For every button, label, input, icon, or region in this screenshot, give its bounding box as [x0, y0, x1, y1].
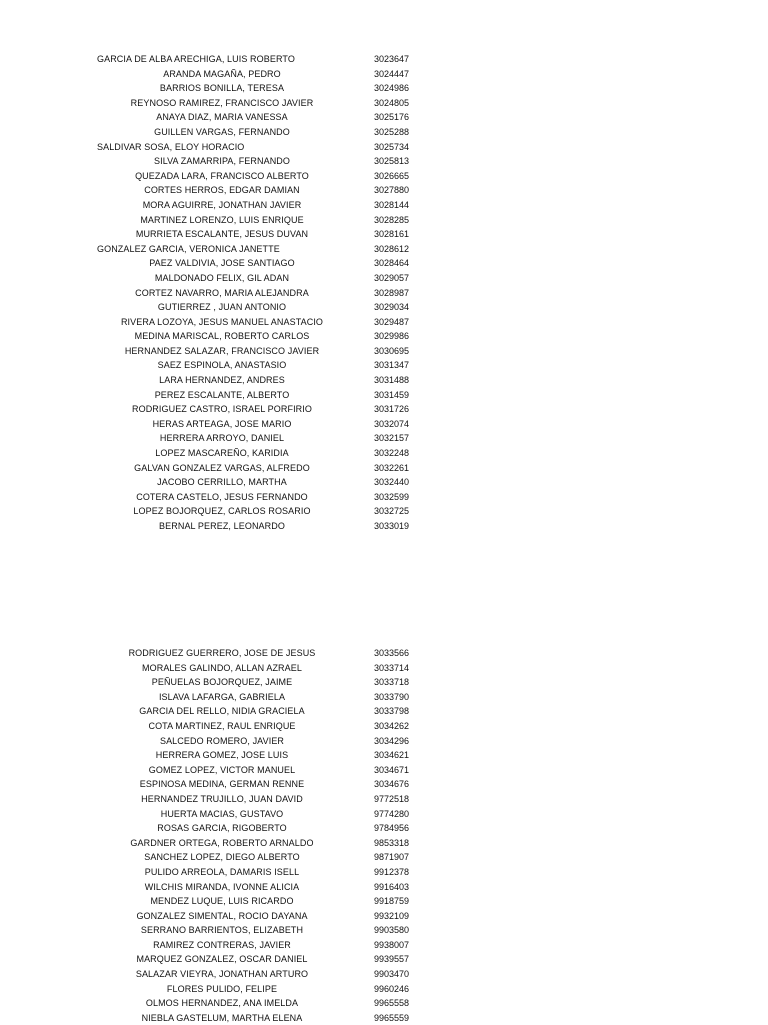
list-item: [0, 850, 768, 865]
person-id: 9784956: [374, 823, 410, 834]
list-item: [0, 1011, 768, 1025]
person-name: LOPEZ BOJORQUEZ, CARLOS ROSARIO: [133, 506, 311, 517]
list-item: [0, 923, 768, 938]
list-item: [0, 110, 768, 125]
person-name: PEREZ ESCALANTE, ALBERTO: [154, 389, 290, 400]
person-name: ISLAVA LAFARGA, GABRIELA: [158, 691, 286, 702]
person-name: GUTIERREZ , JUAN ANTONIO: [157, 302, 287, 313]
person-id: 3028987: [374, 287, 410, 298]
list-item: [0, 748, 768, 763]
person-id: 9916403: [374, 881, 410, 892]
person-id: 3034621: [374, 750, 410, 761]
list-item: [0, 67, 768, 82]
person-id: 3025288: [374, 126, 410, 137]
person-name: PULIDO ARREOLA, DAMARIS ISELL: [144, 866, 300, 877]
person-id: 3033790: [374, 691, 410, 702]
person-name: HERRERA GOMEZ, JOSE LUIS: [155, 750, 289, 761]
person-id: 3033019: [374, 521, 410, 531]
list-item: [0, 938, 768, 953]
person-id: 3025813: [374, 156, 410, 167]
person-name: RODRIGUEZ GUERRERO, JOSE DE JESUS: [128, 648, 316, 658]
list-item: [0, 675, 768, 690]
person-name: SILVA ZAMARRIPA, FERNANDO: [153, 156, 291, 167]
list-item: [0, 198, 768, 213]
person-id: 3032440: [374, 477, 410, 488]
person-name: BERNAL PEREZ, LEONARDO: [159, 521, 285, 531]
list-item: [0, 519, 768, 534]
list-item: [0, 719, 768, 734]
person-id: 3032261: [374, 462, 410, 473]
person-name: SERRANO BARRIENTOS, ELIZABETH: [140, 925, 304, 936]
person-name: OLMOS HERNANDEZ, ANA IMELDA: [145, 998, 299, 1009]
person-name: MEDINA MARISCAL, ROBERTO CARLOS: [134, 331, 310, 342]
person-id: 3034676: [374, 779, 410, 790]
person-name: ROSAS GARCIA, RIGOBERTO: [157, 823, 287, 834]
person-id: 3028464: [374, 258, 410, 269]
list-item: [0, 402, 768, 417]
list-item: [0, 646, 768, 661]
person-id: 3034296: [374, 735, 410, 746]
list-item: [0, 952, 768, 967]
person-id: 3029986: [374, 331, 410, 342]
list-item: [0, 81, 768, 96]
person-id: 3028161: [374, 229, 410, 240]
person-id: 3033798: [374, 706, 410, 717]
person-id: 3032248: [374, 448, 410, 459]
list-item: [0, 154, 768, 169]
list-item: [0, 661, 768, 676]
person-id: 3025734: [374, 141, 410, 152]
person-id: 3029487: [374, 316, 410, 327]
person-name: SALAZAR VIEYRA, JONATHAN ARTURO: [135, 969, 309, 980]
person-name: GUILLEN VARGAS, FERNANDO: [154, 126, 290, 137]
person-name: REYNOSO RAMIREZ, FRANCISCO JAVIER: [130, 97, 314, 108]
list-item: [0, 792, 768, 807]
list-item: [0, 821, 768, 836]
list-item: [0, 388, 768, 403]
person-name: GONZALEZ GARCIA, VERONICA JANETTE: [97, 243, 280, 254]
person-name: SALCEDO ROMERO, JAVIER: [159, 735, 285, 746]
list-item: [0, 213, 768, 228]
list-item: [0, 183, 768, 198]
person-id: 3025176: [374, 112, 410, 123]
list-item: [0, 475, 768, 490]
person-name: HERAS ARTEAGA, JOSE MARIO: [152, 418, 292, 429]
person-id: 3028285: [374, 214, 410, 225]
person-name: MORALES GALINDO, ALLAN AZRAEL: [142, 662, 302, 673]
person-id: 3031459: [374, 389, 410, 400]
name-list-block-2: [0, 646, 768, 1025]
person-name: GARCIA DEL RELLO, NIDIA GRACIELA: [139, 706, 305, 717]
person-id: 9965559: [374, 1012, 410, 1023]
person-id: 3026665: [374, 170, 410, 181]
person-id: 9774280: [374, 808, 410, 819]
list-item: [0, 52, 768, 67]
list-item: [0, 315, 768, 330]
person-name: FLORES PULIDO, FELIPE: [166, 983, 278, 994]
list-item: [0, 461, 768, 476]
person-name: WILCHIS MIRANDA, IVONNE ALICIA: [144, 881, 300, 892]
person-name: PAEZ VALDIVIA, JOSE SANTIAGO: [149, 258, 295, 269]
person-id: 3031488: [374, 375, 410, 386]
person-id: 9903580: [374, 925, 410, 936]
list-item: [0, 242, 768, 257]
person-name: ARANDA MAGAÑA, PEDRO: [163, 68, 281, 79]
person-id: 9871907: [374, 852, 410, 863]
list-item: [0, 777, 768, 792]
list-item: [0, 894, 768, 909]
person-name: MARTINEZ LORENZO, LUIS ENRIQUE: [140, 214, 304, 225]
person-name: BARRIOS BONILLA, TERESA: [159, 83, 285, 94]
person-name: COTA MARTINEZ, RAUL ENRIQUE: [148, 720, 296, 731]
person-id: 3032725: [374, 506, 410, 517]
list-item: [0, 690, 768, 705]
person-name: MURRIETA ESCALANTE, JESUS DUVAN: [135, 229, 309, 240]
person-id: 9903470: [374, 969, 410, 980]
list-item: [0, 734, 768, 749]
name-list-block-1: [0, 52, 768, 534]
person-id: 9912378: [374, 866, 410, 877]
list-item: [0, 490, 768, 505]
list-item: [0, 256, 768, 271]
person-name: GARCIA DE ALBA ARECHIGA, LUIS ROBERTO: [97, 54, 295, 64]
list-item: [0, 140, 768, 155]
person-name: GARDNER ORTEGA, ROBERTO ARNALDO: [130, 837, 314, 848]
person-name: GOMEZ LOPEZ, VICTOR MANUEL: [148, 764, 296, 775]
person-name: RODRIGUEZ CASTRO, ISRAEL PORFIRIO: [132, 404, 312, 415]
person-id: 9853318: [374, 837, 410, 848]
person-id: 3028612: [374, 243, 410, 254]
person-id: 3027880: [374, 185, 410, 196]
person-name: SAEZ ESPINOLA, ANASTASIO: [157, 360, 287, 371]
person-id: 3030695: [374, 345, 410, 356]
person-id: 3032599: [374, 491, 410, 502]
person-id: 3033566: [374, 648, 410, 658]
list-item: [0, 344, 768, 359]
person-name: RIVERA LOZOYA, JESUS MANUEL ANASTACIO: [120, 316, 324, 327]
list-item: [0, 763, 768, 778]
list-item: [0, 329, 768, 344]
person-name: NIEBLA GASTELUM, MARTHA ELENA: [141, 1012, 303, 1023]
person-id: 3029034: [374, 302, 410, 313]
person-name: ESPINOSA MEDINA, GERMAN RENNE: [139, 779, 305, 790]
person-name: SANCHEZ LOPEZ, DIEGO ALBERTO: [144, 852, 300, 863]
person-id: 3033718: [374, 677, 410, 688]
person-name: ANAYA DIAZ, MARIA VANESSA: [156, 112, 288, 123]
person-id: 9939557: [374, 954, 410, 965]
person-id: 9960246: [374, 983, 410, 994]
list-item: [0, 96, 768, 111]
person-name: HUERTA MACIAS, GUSTAVO: [160, 808, 284, 819]
person-name: PEÑUELAS BOJORQUEZ, JAIME: [151, 677, 293, 688]
person-name: HERNANDEZ SALAZAR, FRANCISCO JAVIER: [124, 345, 320, 356]
person-name: RAMIREZ CONTRERAS, JAVIER: [153, 939, 291, 950]
person-name: GONZALEZ SIMENTAL, ROCIO DAYANA: [136, 910, 308, 921]
person-name: HERNANDEZ TRUJILLO, JUAN DAVID: [141, 793, 303, 804]
person-id: 3028144: [374, 199, 410, 210]
list-item: [0, 836, 768, 851]
list-item: [0, 504, 768, 519]
person-name: JACOBO CERRILLO, MARTHA: [157, 477, 287, 488]
list-item: [0, 909, 768, 924]
list-item: [0, 996, 768, 1011]
person-name: MALDONADO FELIX, GIL ADAN: [154, 272, 290, 283]
person-name: CORTEZ NAVARRO, MARIA ALEJANDRA: [135, 287, 309, 298]
person-name: MENDEZ LUQUE, LUIS RICARDO: [150, 896, 294, 907]
list-item: [0, 227, 768, 242]
person-name: MARQUEZ GONZALEZ, OSCAR DANIEL: [136, 954, 308, 965]
person-id: 9772518: [374, 793, 410, 804]
person-name: CORTES HERROS, EDGAR DAMIAN: [144, 185, 300, 196]
person-id: 3031347: [374, 360, 410, 371]
person-id: 3023647: [374, 54, 410, 64]
list-item: [0, 431, 768, 446]
person-id: 3024986: [374, 83, 410, 94]
list-item: [0, 300, 768, 315]
person-id: 3032074: [374, 418, 410, 429]
list-item: [0, 125, 768, 140]
list-item: [0, 169, 768, 184]
list-item: [0, 286, 768, 301]
person-id: 9938007: [374, 939, 410, 950]
list-item: [0, 271, 768, 286]
person-id: 3034262: [374, 720, 410, 731]
list-item: [0, 880, 768, 895]
person-id: 9965558: [374, 998, 410, 1009]
person-name: HERRERA ARROYO, DANIEL: [159, 433, 285, 444]
list-item: [0, 967, 768, 982]
person-id: 3029057: [374, 272, 410, 283]
person-id: 9932109: [374, 910, 410, 921]
list-item: [0, 358, 768, 373]
list-item: [0, 807, 768, 822]
person-name: COTERA CASTELO, JESUS FERNANDO: [136, 491, 308, 502]
list-item: [0, 865, 768, 880]
person-name: LOPEZ MASCAREÑO, KARIDIA: [155, 448, 289, 459]
person-id: 3033714: [374, 662, 410, 673]
person-id: 3031726: [374, 404, 410, 415]
person-id: 3032157: [374, 433, 410, 444]
list-item: [0, 373, 768, 388]
person-id: 9918759: [374, 896, 410, 907]
person-name: QUEZADA LARA, FRANCISCO ALBERTO: [135, 170, 309, 181]
person-name: LARA HERNANDEZ, ANDRES: [159, 375, 285, 386]
person-id: 3024447: [374, 68, 410, 79]
person-name: MORA AGUIRRE, JONATHAN JAVIER: [142, 199, 302, 210]
person-id: 3024805: [374, 97, 410, 108]
person-id: 3034671: [374, 764, 410, 775]
person-name: GALVAN GONZALEZ VARGAS, ALFREDO: [134, 462, 310, 473]
person-name: SALDIVAR SOSA, ELOY HORACIO: [97, 141, 245, 152]
list-item: [0, 704, 768, 719]
list-item: [0, 446, 768, 461]
list-item: [0, 982, 768, 997]
list-item: [0, 417, 768, 432]
